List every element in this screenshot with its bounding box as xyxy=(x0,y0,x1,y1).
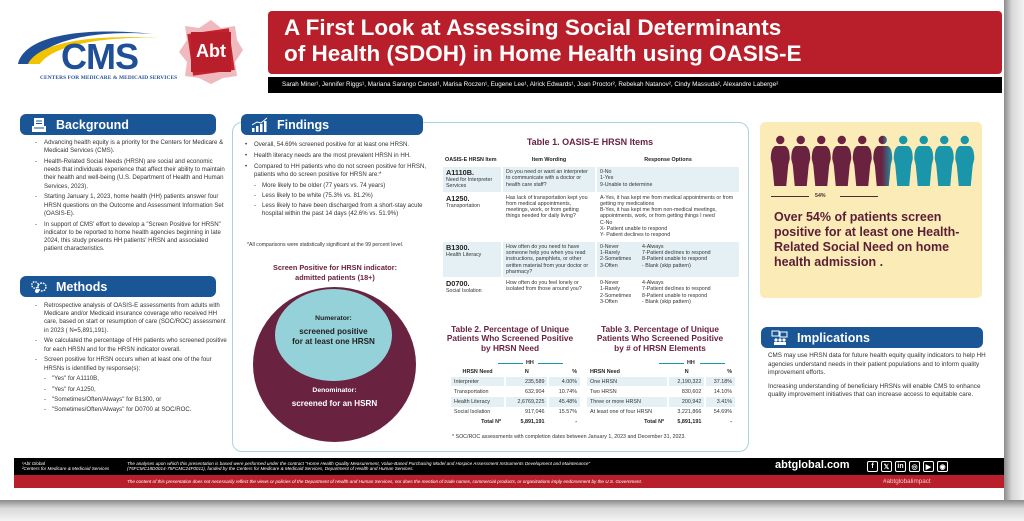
item-cell xyxy=(443,278,501,307)
venn-title-line-2: admitted patients (18+) xyxy=(295,272,375,282)
findings-bullets xyxy=(245,141,435,220)
table1-title: Table 1. OASIS-E HRSN Items xyxy=(526,137,654,147)
bar-chart-trend-icon xyxy=(251,116,269,134)
count: 235,589 xyxy=(506,377,547,386)
venn-numerator-text xyxy=(275,327,392,346)
findings-sub-bullet: - More likely to be older (77 years vs. 74 years) xyxy=(245,182,435,190)
table2-header: N xyxy=(524,369,529,375)
total-percent: - xyxy=(730,419,732,426)
linkedin-icon[interactable]: in xyxy=(895,461,906,472)
contract-line-1: The analyses upon which this presentation is based were performed under the contract "Home Health Quality Measurement, Value-Based Purchasing Model and Hospice Assessment Instruments Development and Maintenance" xyxy=(127,461,591,466)
count: 2,6769,225 xyxy=(506,397,547,406)
item-code: A1110B. xyxy=(446,168,474,177)
response-options-right xyxy=(642,280,711,305)
percent: 37.18% xyxy=(706,377,735,386)
response-option: 3-Often xyxy=(600,299,618,306)
response-option: 7-Patient declines to respond xyxy=(642,286,711,293)
percent: 10.74% xyxy=(558,388,577,395)
count: 917,046 xyxy=(524,409,545,416)
table1-header: OASIS-E HRSN Item xyxy=(445,157,497,163)
methods-sub-bullet: - "Sometimes/Often/Always" for B1300, or xyxy=(35,396,229,404)
contract-line-2: (75FCMC18D0014-75FCMC24F0011), funded by the Centers for Medicare & Medicaid Services, Department of Health and Human Services. xyxy=(127,466,414,472)
table3-row xyxy=(587,408,735,417)
table1-header: Item Wording xyxy=(531,157,567,163)
response-option: 0-Never xyxy=(600,280,619,287)
hrsn-need: Health Literacy xyxy=(451,397,504,406)
total-percent: - xyxy=(575,419,577,426)
findings-bullet: • Compared to HH patients who do not screen positive for HRSN, patients who do screen positive for HRSN are:* xyxy=(245,163,435,179)
percent: 45.48% xyxy=(549,397,580,406)
people-pictogram xyxy=(770,135,975,187)
affiliation-2: ²Centers for Medicare & Medicaid Services xyxy=(22,466,110,472)
item-wording: Has lack of transportation kept you from medical appointments, meetings, work, or from getting things needed for daily living? xyxy=(506,194,588,220)
table3-header: HRSN Need xyxy=(590,369,620,375)
person-icon xyxy=(873,136,892,186)
table3 xyxy=(585,367,737,428)
item-wording: Do you need or want an interpreter to communicate with a doctor or health care staff? xyxy=(503,167,595,192)
response-option: 4-Always xyxy=(642,280,664,287)
findings-heading: Findings xyxy=(277,117,330,132)
title-banner xyxy=(268,11,1002,74)
response-option: 2-Sometimes xyxy=(600,256,632,263)
implications-paragraph: Increasing understanding of beneficiary HRSNs will enable CMS to enhance quality improvement initiatives that can increase access to equitable care. xyxy=(768,382,981,398)
venn-denominator-label: Denominator: xyxy=(312,387,357,394)
implications-paragraph: CMS may use HRSN data for future health equity quality indicators to help HH agencies understand needs in their patient populations and to inform quality improvement efforts. xyxy=(768,352,986,376)
item-name: Transportation xyxy=(446,202,480,209)
venn-numerator-label: Numerator: xyxy=(315,315,352,322)
response-option: 0-Never xyxy=(600,243,619,250)
background-bullet: - Health-Related Social Needs (HRSN) are social and economic needs that individuals experience that affect their ability to maintain their health and well-being (U.S. Department of Health and Human Services, 2023). xyxy=(35,158,227,191)
item-cell xyxy=(443,167,501,192)
footer-affiliations xyxy=(22,461,109,472)
authors-list: Sarah Miner¹, Jennifer Riggs¹, Mariana Sarango Cancel¹, Marisa Roczen¹, Eugene Lee¹, Alrick Edwards¹, Joan Proctor², Rebekah Natanov², Cindy Massuda², Alexandre Laberge² xyxy=(282,81,779,88)
table1 xyxy=(441,155,741,308)
poster-title-line-1: A First Look at Assessing Social Determinants xyxy=(284,15,782,40)
hrsn-need: Interpreter xyxy=(451,377,504,386)
instagram-icon[interactable]: ◎ xyxy=(909,461,920,472)
count: 200,942 xyxy=(669,397,704,406)
authors-banner xyxy=(268,77,1002,93)
hrsn-need: Transportation xyxy=(454,388,489,395)
percent-label: 54% xyxy=(815,193,826,199)
percent-bracket-right xyxy=(840,196,878,197)
methods-bullet: - Screen positive for HRSN occurs when at least one of the four HRSNs is identified by response(s): xyxy=(35,356,229,372)
abtglobal-link[interactable]: abtglobal.com xyxy=(775,459,850,471)
table2-group-rule xyxy=(498,363,523,364)
count: 830,602 xyxy=(681,388,702,395)
percent: 14.10% xyxy=(713,388,732,395)
table2-row xyxy=(451,377,580,386)
response-options xyxy=(597,242,739,277)
table1-row xyxy=(443,193,739,241)
table2-row xyxy=(451,387,580,396)
table1-row xyxy=(443,242,739,277)
table3-title-line-2: Patients Who Screened Positive xyxy=(596,333,724,344)
count: 632,904 xyxy=(524,388,545,395)
table2-row xyxy=(451,397,580,406)
methods-bullet: - We calculated the percentage of HH patients who screened positive for each HRSN and for the HRSN indicator overall. xyxy=(35,337,229,353)
cms-logo-subtitle: CENTERS FOR MEDICARE & MEDICAID SERVICES xyxy=(40,75,178,81)
item-wording: How often do you feel lonely or isolated from those around you? xyxy=(506,280,582,293)
item-code: A1250. xyxy=(446,193,470,203)
response-options-left xyxy=(600,244,642,269)
table1-row xyxy=(443,278,739,307)
total-count: 5,891,191 xyxy=(677,419,702,426)
table1-header: Response Options xyxy=(644,157,692,163)
response-option: B-Yes, it has kept me from non-medical meetings, appointments, work, or from getting things I need xyxy=(600,207,717,220)
percent: 54.69% xyxy=(713,409,732,416)
table2-title-line-2: Patients Who Screened Positive xyxy=(446,333,574,344)
response-options xyxy=(597,193,739,241)
response-option: 1-Rarely xyxy=(600,249,621,256)
background-bullet: - Advancing health equity is a priority for the Centers for Medicare & Medicaid Services (CMS). xyxy=(35,139,227,155)
findings-bullet: • Overall, 54.69% screened positive for at least one HRSN. xyxy=(245,141,435,149)
table3-group-rule xyxy=(659,363,684,364)
hrsn-need: At least one of four HRSN xyxy=(590,409,653,416)
hashtag: #abtglobalimpact xyxy=(883,478,931,485)
response-option: C-No xyxy=(600,219,613,226)
methods-sub-bullet: - "Sometimes/Often/Always" for D0700 at SOC/ROC. xyxy=(35,406,229,414)
table2 xyxy=(449,367,582,428)
hrsn-need: Two HRSN xyxy=(590,388,617,395)
people-chat-icon xyxy=(771,329,789,347)
table3-row xyxy=(587,377,735,386)
response-option: - Blank (skip pattern) xyxy=(642,299,691,306)
youtube-icon[interactable]: ▶ xyxy=(923,461,934,472)
response-option: 1-Yes xyxy=(600,175,614,182)
table3-title xyxy=(590,325,730,353)
response-option: 3-Often xyxy=(600,262,618,269)
table2-total-row xyxy=(451,418,580,427)
x-icon[interactable]: 𝕏 xyxy=(881,461,892,472)
person-icon xyxy=(955,136,974,186)
item-name: Health Literacy xyxy=(446,251,482,258)
percent: 15.57% xyxy=(558,409,577,416)
methods-sub-bullet: - "Yes" for A1250, xyxy=(35,386,229,394)
total-label: Total N* xyxy=(481,419,502,426)
abt-logo-text: Abt xyxy=(196,41,226,61)
response-option: 0-No xyxy=(600,169,612,175)
response-options xyxy=(597,278,739,307)
response-option: - Blank (skip pattern) xyxy=(642,262,691,269)
item-code: B1300. xyxy=(446,242,470,252)
findings-significance-note: *All comparisons were statistically significant at the 99 percent level. xyxy=(247,242,404,248)
venn-numerator-line-2: for at least one HRSN xyxy=(292,336,375,346)
background-bullet: - Starting January 1, 2023, home health (HH) patients answer four HRSN questions on the Outcome and Assessment Information Set (OASIS-E). xyxy=(35,193,227,218)
item-cell xyxy=(443,242,501,277)
table3-header: N xyxy=(684,369,689,375)
affiliation-1: ¹Abt Global xyxy=(22,461,45,466)
response-options-right xyxy=(642,244,711,269)
response-option: X- Patient unable to respond xyxy=(600,226,668,233)
cms-logo-text: CMS xyxy=(61,36,138,77)
page-shadow-bottom xyxy=(0,500,1024,521)
total-label: Total N* xyxy=(644,419,665,426)
response-option: Y- Patient declines to respond xyxy=(600,232,671,239)
venn-numerator-line-1: screened positive xyxy=(299,327,368,336)
background-bullet: - In support of CMS' effort to develop a "Screen Positive for HRSN" indicator to be reported to home health agencies beginning in late 2024, this study presents HH patients' HRSN and associated patient characteristics. xyxy=(35,221,227,254)
footer-disclaimer: The content of this presentation does not necessarily reflect the views or policies of the Department of Health and Human Services, nor does the mention of trade names, commercial products, or organizations imply endorsement by the U.S. Government. xyxy=(127,479,643,484)
table2-header: % xyxy=(572,369,577,375)
implications-header xyxy=(761,327,983,348)
table2-title xyxy=(440,325,580,353)
venn-title-line-1: Screen Positive for HRSN indicator: xyxy=(272,263,398,272)
person-icon xyxy=(812,136,831,186)
table3-group-label: HH xyxy=(687,360,695,366)
table3-total-row xyxy=(587,418,735,427)
table3-row xyxy=(587,397,735,406)
podcast-icon[interactable]: ◉ xyxy=(937,461,948,472)
response-options-left xyxy=(600,280,642,305)
methods-sub-bullet: - "Yes" for A1110B, xyxy=(35,375,229,383)
person-icon xyxy=(771,136,790,186)
background-heading: Background xyxy=(56,117,129,132)
table3-header: % xyxy=(727,369,732,375)
cms-logo xyxy=(14,22,178,84)
table3-row xyxy=(587,387,735,396)
methods-header xyxy=(20,276,216,297)
item-wording: How often do you need to have someone help you when you read instructions, pamphlets, or other written material from your doctor or pharmacy? xyxy=(503,242,595,277)
total-count: 5,891,191 xyxy=(520,419,545,426)
callout-text: Over 54% of patients screen positive for at least one Health-Related Social Need on home health admission . xyxy=(774,210,960,269)
hrsn-need: One HRSN xyxy=(587,377,667,386)
person-icon xyxy=(914,136,933,186)
table3-title-line-1: Table 3. Percentage of Unique xyxy=(601,324,719,334)
person-icon xyxy=(832,136,851,186)
document-list-icon xyxy=(30,116,48,134)
percent: 4.00% xyxy=(549,377,580,386)
table2-group-rule xyxy=(538,363,563,364)
response-option: A-Yes, it has kept me from medical appointments or from getting my medications xyxy=(600,194,734,207)
findings-sub-bullet: - Less likely to be white (75.3% vs. 81.2%) xyxy=(245,192,435,200)
methods-heading: Methods xyxy=(56,279,108,294)
response-option: 7-Patient declines to respond xyxy=(642,249,711,256)
table1-header-row xyxy=(443,156,739,166)
table3-header-row xyxy=(587,368,735,376)
count: 3,221,866 xyxy=(677,409,702,416)
response-option: 9-Unable to determine xyxy=(600,181,653,188)
background-header xyxy=(20,114,216,135)
person-icon xyxy=(791,136,810,186)
findings-sub-bullet: - Less likely to have been discharged from a short-stay acute hospital within the past 14 days (42.6% vs. 51.9%) xyxy=(245,202,435,218)
implications-text xyxy=(768,352,990,405)
table2-title-line-1: Table 2. Percentage of Unique xyxy=(451,324,569,334)
table3-title-line-3: by # of HRSN Elements xyxy=(614,342,706,353)
facebook-icon[interactable]: f xyxy=(867,461,878,472)
item-cell xyxy=(443,193,501,241)
percent: 3.41% xyxy=(706,397,735,406)
response-option: 4-Always xyxy=(642,243,664,250)
footer-contract xyxy=(127,461,590,472)
response-option: 8-Patient unable to respond xyxy=(642,292,708,299)
table2-title-line-3: by HRSN Need xyxy=(480,342,540,353)
item-name: Need for Interpreter Services xyxy=(446,177,493,190)
person-icon xyxy=(935,136,954,186)
hrsn-need: Three or more HRSN xyxy=(587,397,667,406)
table2-group-label: HH xyxy=(526,360,534,366)
methods-bullets xyxy=(35,302,229,416)
item-code: D0700. xyxy=(446,279,470,289)
tables-footnote: * SOC/ROC assessments with completion dates between January 1, 2023 and December 31, 2023. xyxy=(452,434,686,440)
gears-icon xyxy=(30,278,48,296)
poster-title-line-2: of Health (SDOH) in Home Health using OASIS-E xyxy=(284,41,802,66)
table3-group-rule xyxy=(700,363,725,364)
response-options xyxy=(597,167,739,192)
response-option: 2-Sometimes xyxy=(600,292,632,299)
hrsn-need: Social Isolation xyxy=(454,409,491,416)
methods-bullet: - Retrospective analysis of OASIS-E assessments from adults with Medicare and/or Medicaid insurance coverage who received HH care, based on start or resumption of care (SOC/ROC) assessment in 2023 ( N=5,891,191). xyxy=(35,302,229,335)
table2-header: HRSN Need xyxy=(462,369,493,375)
count: 2,190,322 xyxy=(669,377,704,386)
table1-row xyxy=(443,167,739,192)
findings-bullet: • Health literacy needs are the most prevalent HRSN in HH. xyxy=(245,152,435,160)
venn-title xyxy=(240,263,430,282)
table2-header-row xyxy=(451,368,580,376)
item-name: Social Isolation xyxy=(446,288,482,295)
person-icon xyxy=(894,136,913,186)
background-bullets xyxy=(35,139,227,256)
findings-header xyxy=(241,114,423,135)
percent-bracket-left xyxy=(771,196,809,197)
abt-logo xyxy=(177,18,245,86)
table2-row xyxy=(451,408,580,417)
person-icon xyxy=(853,136,872,186)
implications-heading: Implications xyxy=(797,330,870,345)
venn-denominator-text: screened for an HSRN xyxy=(291,399,378,408)
page-shadow-right xyxy=(1004,0,1024,521)
response-option: 8-Patient unable to respond xyxy=(642,256,708,263)
response-option: 1-Rarely xyxy=(600,286,621,293)
